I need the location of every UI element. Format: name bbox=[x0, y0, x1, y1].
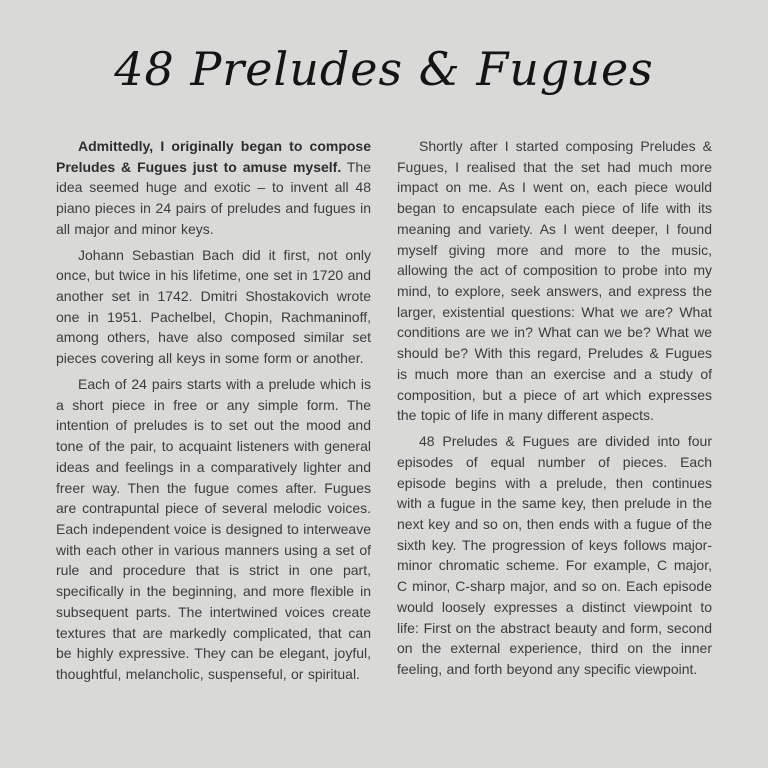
paragraph-intro bbox=[56, 136, 371, 240]
paragraph-history: Johann Sebastian Bach did it first, not only once, but twice in his lifetime, one set in 1720 and another set in 1742. Dmitri Shostakovich wrote one in 1951. Pachelbel, Chopin, Rachmaninoff, among others, have also composed similar set pieces covering all keys in some form or another. bbox=[56, 246, 371, 367]
paragraph-intro-rest: The idea seemed huge and exotic – to invent all 48 piano pieces in 24 pairs of preludes and fugues in all major and minor keys. bbox=[56, 158, 372, 237]
paragraph-structure: Each of 24 pairs starts with a prelude which is a short piece in free or any simple form. The intention of preludes is to set out the mood and tone of the pair, to acquaint listeners with general ideas and feelings in a comparatively lighter and freer way. Then the fugue comes after. Fugues are contrapuntal piece of several melodic voices. Each independent voice is designed to interweave with each other in various manners using a set of rule and procedure that is strict in one part, specifically in the beginning, and more flexible in subsequent parts. The intertwined voices create textures that are markedly complicated, that can be highly expressive. They can be elegant, joyful, thoughtful, melancholic, suspenseful, or spiritual. bbox=[56, 375, 371, 682]
paragraph-reflection: Shortly after I started composing Preludes & Fugues, I realised that the set had much more impact on me. As I went on, each piece would began to encapsulate each piece of life with its meaning and variety. As I went deeper, I found myself giving more and more to the music, allowing the act of composition to probe into my mind, to explore, seek answers, and express the larger, existential questions: What we are? What conditions are we in? What can we be? What we should be? With this regard, Preludes & Fugues is much more than an exercise and a study of composition, but a piece of art which expresses the topic of life in many different aspects. bbox=[397, 138, 712, 424]
paragraph-episodes: 48 Preludes & Fugues are divided into four episodes of equal number of pieces. Each episode begins with a prelude, then continues with a fugue in the same key, then prelude in the next key and so on, then ends with a fugue of the sixth key. The progression of keys follows major-minor chromatic scheme. For example, C major, C minor, C-sharp major, and so on. Each episode would loosely expresses a distinct viewpoint to life: First on the abstract beauty and form, second on the external experience, third on the inner feeling, and forth beyond any specific viewpoint. bbox=[397, 433, 712, 677]
right-column bbox=[397, 136, 712, 690]
paragraph-intro-bold-lead: Admittedly, I originally began to compose Preludes & Fugues just to amuse myself. bbox=[56, 138, 371, 175]
page-title: 48 Preludes & Fugues bbox=[114, 42, 654, 96]
two-column-layout bbox=[0, 136, 768, 690]
left-column bbox=[56, 136, 371, 690]
